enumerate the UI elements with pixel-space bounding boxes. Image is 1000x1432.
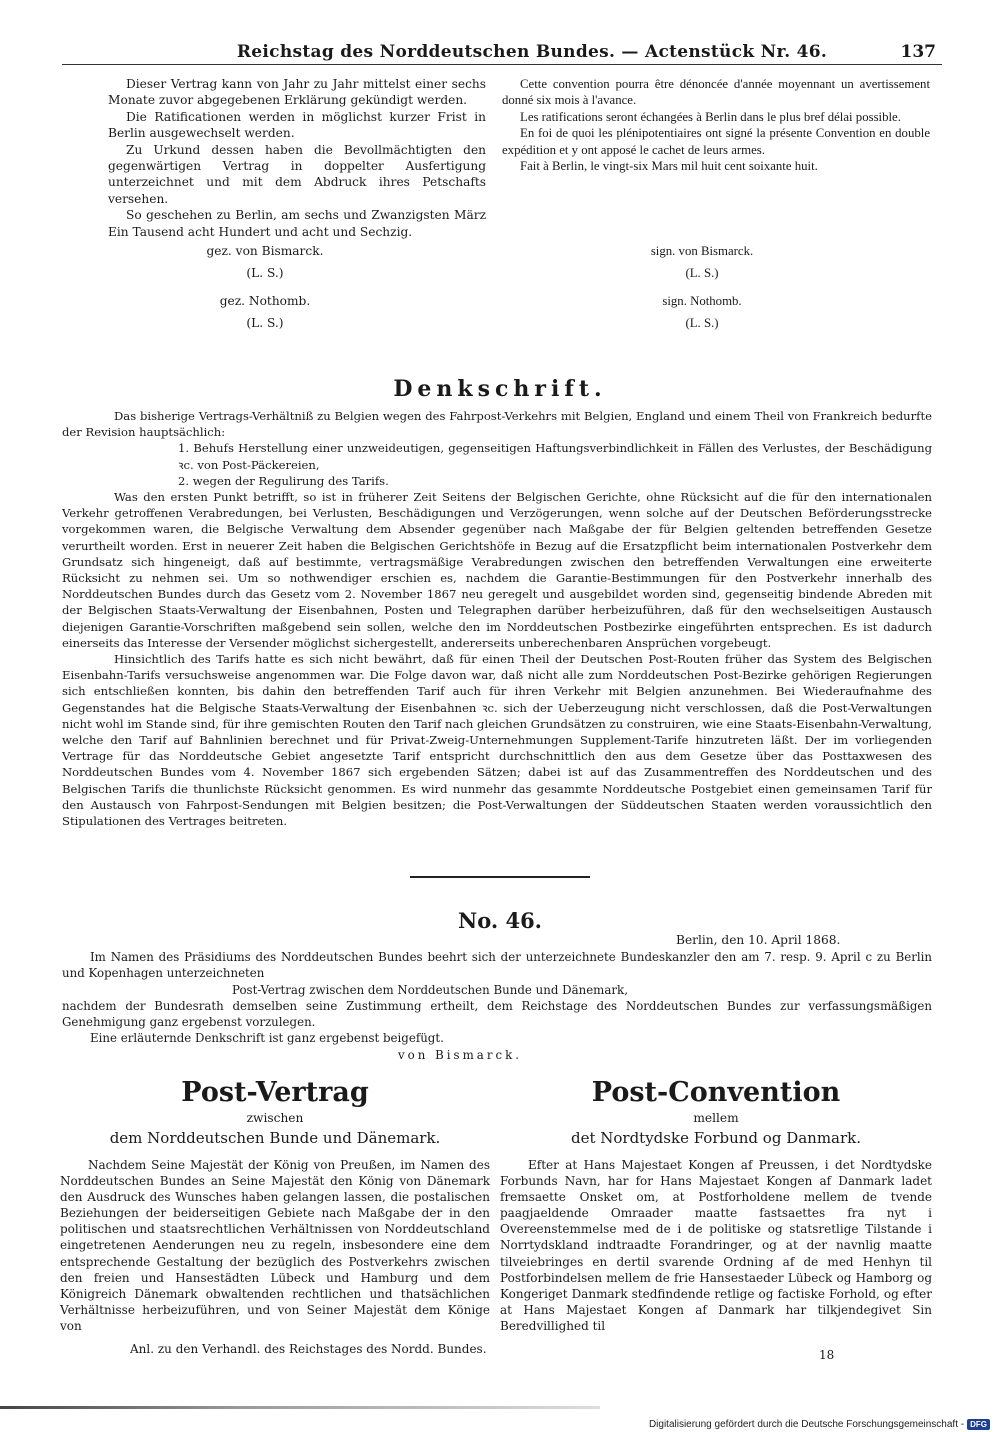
seal-mark: (L. S.): [246, 316, 284, 330]
treaty-text: Efter at Hans Majestaet Kongen af Preussen, i det Nordtydske Forbunds Navn, har for Hans Majestaet Kongen af Danmark ladet fremsaette Onsket om, at Postforholdene mellem de tvende paagjaeldende Omraader maatte fastsaettes fra nyt i Overeenstemmelse med de i de politiske og statsretlige Tilstande i Norrtydskland indtraadte Forandringer, og at der navnlig maatte tilveiebringes en dertil svarende Ordning af de med Henhyn til Postforbindelsen mellem de frie Hansestaeder Lübeck og Hamborg og Kongeriget Danmark stedfindende retlige og factiske Forhold, og efter at Hans Majestaet Kongen af Danmark har tilkjendegivet Sin Beredvillighed til: [500, 1158, 932, 1333]
paragraph: Cette convention pourra être dénoncée d'année moyennant un avertissement donné six mois à l'avance.: [502, 77, 930, 108]
seal-mark: (L. S.): [246, 266, 284, 280]
paragraph: Post-Vertrag zwischen dem Norddeutschen Bunde und Dänemark,: [232, 982, 628, 997]
paragraph: Die Ratificationen werden in möglichst kurzer Frist in Berlin ausgewechselt werden.: [108, 109, 486, 141]
dfg-logo: DFG: [967, 1419, 990, 1430]
list-item: 1. Behufs Herstellung einer unzweideutigen, gegenseitigen Haftungsverbindlichkeit in Fällen des Verlustes, der Beschädigung ꝛc. von Post-Päckereien,: [178, 441, 932, 472]
document-number: No. 46.: [458, 908, 542, 933]
paragraph: Les ratifications seront échangées à Berlin dans le plus bref délai possible.: [520, 109, 901, 124]
paragraph: Fait à Berlin, le vingt-six Mars mil huit cent soixante huit.: [520, 159, 818, 174]
paragraph: Das bisherige Vertrags-Verhältniß zu Belgien wegen des Fahrpost-Verkehrs mit Belgien, England und einem Theil von Frankreich bedurfte der Revision hauptsächlich:: [62, 409, 932, 440]
list-item: 2. wegen der Regulirung des Tarifs.: [178, 473, 389, 488]
paragraph: Im Namen des Präsidiums des Norddeutschen Bundes beehrt sich der unterzeichnete Bundeskanzler den am 7. resp. 9. April c zu Berlin und Kopenhagen unterzeichneten: [62, 950, 932, 981]
paragraph: So geschehen zu Berlin, am sechs und Zwanzigsten März Ein Tausend acht Hundert und acht und Sechzig.: [108, 208, 486, 239]
signer: von Bismarck.: [398, 1047, 522, 1062]
cover-letter: [62, 949, 932, 1063]
denkschrift-title: Denkschrift.: [393, 376, 607, 402]
paragraph: Zu Urkund dessen haben die Bevollmächtigten den gegenwärtigen Vertrag in doppelter Ausfertigung unterzeichnet und mit dem Abdruck ihres Petschafts versehen.: [108, 142, 486, 206]
signatures-german: [190, 240, 340, 334]
credit-text: Digitalisierung gefördert durch die Deutsche Forschungsgemeinschaft -: [648, 1419, 965, 1430]
treaty-subtitle: mellem: [693, 1111, 739, 1125]
dateline: Berlin, den 10. April 1868.: [676, 933, 841, 947]
paragraph: En foi de quoi les plénipotentiaires ont signé la présente Convention en double expédition et y ont apposé le cachet de leurs armes.: [502, 126, 930, 157]
printer-signature-mark: 18: [819, 1348, 835, 1362]
paragraph: nachdem der Bundesrath demselben seine Zustimmung ertheilt, dem Reichstage des Norddeutschen Bundes zur verfassungsmäßigen Genehmigung ganz ergebenst vorzulegen.: [62, 998, 932, 1030]
digitization-credit: [649, 1419, 990, 1430]
treaty-closing-french: [502, 76, 930, 174]
running-header: [62, 42, 942, 65]
paragraph: Hinsichtlich des Tarifs hatte es sich nicht bewährt, daß für einen Theil der Deutschen Post-Routen früher das System des Belgischen Eisenbahn-Tarifs versuchsweise angenommen war. Die Folge davon war, daß nicht alle zum Norddeutschen Post-Bezirke gehörigen Regierungen sich entschließen konnten, bis dahin den betreffenden Tarif auch für ihren Verkehr mit Belgien anzunehmen. Bei Wiederaufnahme des Gegenstandes hat die Belgische Staats-Verwaltung der Eisenbahnen ꝛc. sich der Ueberzeugung nicht verschlossen, daß die Post-Verwaltungen nicht wohl im Stande sind, für ihre gemischten Routen den Tarif nach gleichen Grundsätzen zu construiren, wie eine Staats-Eisenbahn-Verwaltung, welche den Tarif auf Bahnlinien berechnet und für Privat-Zweig-Unternehmungen Supplement-Tarife hinzutreten läßt. Der im vorliegenden Vertrage für das Norddeutsche Gebiet angesetzte Tarif entspricht durchschnittlich den aus dem Gesetze über das Posttaxwesen des Norddeutschen Bundes vom 4. November 1867 sich ergebenden Sätzen; dabei ist auf das Zusammentreffen des Norddeutschen und des Belgischen Tarifs die thunlichste Rücksicht genommen. Es wird nunmehr das gesammte Norddeutsche Postgebiet einen gemeinsamen Tarif für den Austausch von Fahrpost-Sendungen mit Belgien besitzen; die Post-Verwaltungen der Süddeutschen Staaten werden voraussichtlich den Stipulationen des Vertrages beitreten.: [62, 652, 932, 829]
treaty-german: [60, 1076, 490, 1334]
scan-edge: [0, 1406, 600, 1409]
footnote: Anl. zu den Verhandl. des Reichstages des Nordd. Bundes.: [130, 1342, 487, 1356]
seal-mark: (L. S.): [685, 266, 719, 280]
signature-line: gez. von Bismarck.: [206, 244, 324, 258]
treaty-text: Nachdem Seine Majestät der König von Preußen, im Namen des Norddeutschen Bundes an Seine Majestät den König von Dänemark den Ausdruck des Wunsches haben gelangen lassen, die postalischen Beziehungen der beiderseitigen Gebiete nach Maßgabe der in den politischen und staatsrechtlichen Verhältnissen von Norddeutschland eingetretenen Aenderungen neu zu regeln, insbesondere eine dem entsprechende Gestaltung der bezüglich des Postverkehrs zwischen den freien und Hansestädten Lübeck und Hamburg und dem Königreich Dänemark obwaltenden rechtlichen und thatsächlichen Verhältnisse herbeizuführen, und von Seiner Majestät dem Könige von: [60, 1158, 490, 1333]
treaty-title: Post-Convention: [591, 1077, 841, 1108]
section-divider: [410, 876, 590, 878]
signature-line: sign. von Bismarck.: [650, 244, 754, 258]
seal-mark: (L. S.): [685, 316, 719, 330]
signatures-french: [612, 240, 792, 334]
paragraph: Was den ersten Punkt betrifft, so ist in früherer Zeit Seitens der Belgischen Gerichte, ohne Rücksicht auf die für den internationalen Verkehr getroffenen Verabredungen, bei Verlusten, Beschädigungen und Verzögerungen, wenn solche auf der Deutschen Beförderungsstrecke vorgekommen waren, die Belgische Verwaltung dem Absender gegenüber nach Maßgabe der für Belgien geltenden betreffenden Gesetze verurtheilt worden. Erst in neuerer Zeit haben die Belgischen Gerichtshöfe in Bezug auf die Ersatzpflicht beim internationalen Postverkehr dem Grundsatz sich hingeneigt, daß auf bestimmte, vertragsmäßige Verabredungen zwischen den betreffenden Verwaltungen eine erweiterte Rücksicht zu nehmen sei. Um so nothwendiger erschien es, nachdem die Garantie-Bestimmungen für den Postverkehr innerhalb des Norddeutschen Bundes durch das Gesetz vom 2. November 1867 neu geregelt und ausgebildet worden sind, gegenseitig bindende Abreden mit der Belgischen Staats-Verwaltung der Eisenbahnen, Posten und Telegraphen darüber herbeizuführen, daß für den wechselseitigen Austausch diejenigen Garantie-Vorschriften maßgebend sein sollen, welche den im Norddeutschen Postbezirke eingeführten entsprechen. Es ist dadurch einerseits das Interesse der Versender möglichst sichergestellt, andererseits unberechenbaren Ansprüchen vorgebeugt.: [62, 490, 932, 650]
treaty-closing-german: [108, 76, 486, 240]
treaty-parties: det Nordtydske Forbund og Danmark.: [570, 1129, 862, 1147]
header-title: Reichstag des Norddeutschen Bundes. — Actenstück Nr. 46.: [236, 42, 828, 62]
paragraph: Eine erläuternde Denkschrift ist ganz ergebenst beigefügt.: [90, 1031, 444, 1046]
treaty-title: Post-Vertrag: [181, 1077, 369, 1108]
signature-line: gez. Nothomb.: [219, 294, 311, 308]
paragraph: Dieser Vertrag kann von Jahr zu Jahr mittelst einer sechs Monate zuvor abgegebenen Erklärung gekündigt werden.: [108, 77, 486, 108]
page-number: 137: [900, 42, 936, 62]
treaty-parties: dem Norddeutschen Bunde und Dänemark.: [109, 1129, 441, 1147]
treaty-subtitle: zwischen: [246, 1111, 304, 1125]
denkschrift-body: [62, 408, 932, 829]
treaty-danish: [500, 1076, 932, 1334]
signature-line: sign. Nothomb.: [662, 294, 742, 308]
